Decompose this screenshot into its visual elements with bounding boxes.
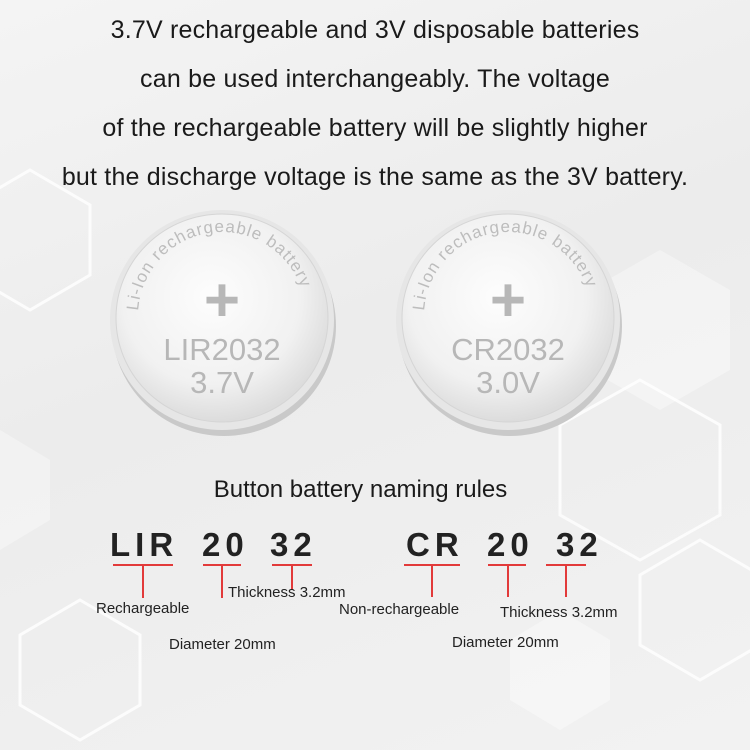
left-prefix-stem — [142, 564, 144, 598]
left-diameter-label: Diameter 20mm — [169, 636, 276, 653]
battery-1-arc-text: Li-Ion rechargeable battery — [123, 216, 316, 312]
battery-2-voltage: 3.0V — [476, 365, 540, 400]
right-prefix-code: CR — [406, 526, 464, 563]
right-thickness-stem — [565, 564, 567, 597]
intro-text — [0, 6, 750, 202]
battery-2-arc-text: Li-Ion rechargeable battery — [409, 216, 602, 312]
battery-1-model: LIR2032 — [163, 332, 281, 367]
left-prefix-code: LIR — [110, 526, 179, 563]
battery-cr2032 — [392, 204, 624, 440]
left-thickness-code: 32 — [270, 526, 317, 563]
left-type-label: Rechargeable — [96, 600, 190, 617]
intro-line-1: 3.7V rechargeable and 3V disposable batteries — [110, 16, 640, 44]
left-thickness-label: Thickness 3.2mm — [228, 584, 346, 601]
right-diameter-code: 20 — [487, 526, 534, 563]
intro-line-4: but the discharge voltage is the same as the 3V battery. — [61, 163, 689, 191]
right-diameter-label: Diameter 20mm — [452, 634, 559, 651]
intro-line-3: of the rechargeable battery will be slightly higher — [102, 114, 648, 142]
right-thickness-label: Thickness 3.2mm — [500, 604, 618, 621]
right-prefix-stem — [431, 564, 433, 597]
battery-1-voltage: 3.7V — [190, 365, 254, 400]
left-diameter-stem — [221, 564, 223, 598]
right-diameter-stem — [507, 564, 509, 597]
battery-2-plus-icon: + — [489, 266, 527, 335]
right-thickness-code: 32 — [556, 526, 603, 563]
naming-rules-heading: Button battery naming rules — [213, 476, 508, 503]
battery-1-plus-icon: + — [203, 266, 241, 335]
left-diameter-code: 20 — [202, 526, 249, 563]
right-type-label: Non-rechargeable — [339, 601, 460, 618]
battery-2-model: CR2032 — [451, 332, 565, 367]
battery-lir2032 — [106, 204, 338, 440]
intro-line-2: can be used interchangeably. The voltage — [140, 65, 610, 93]
